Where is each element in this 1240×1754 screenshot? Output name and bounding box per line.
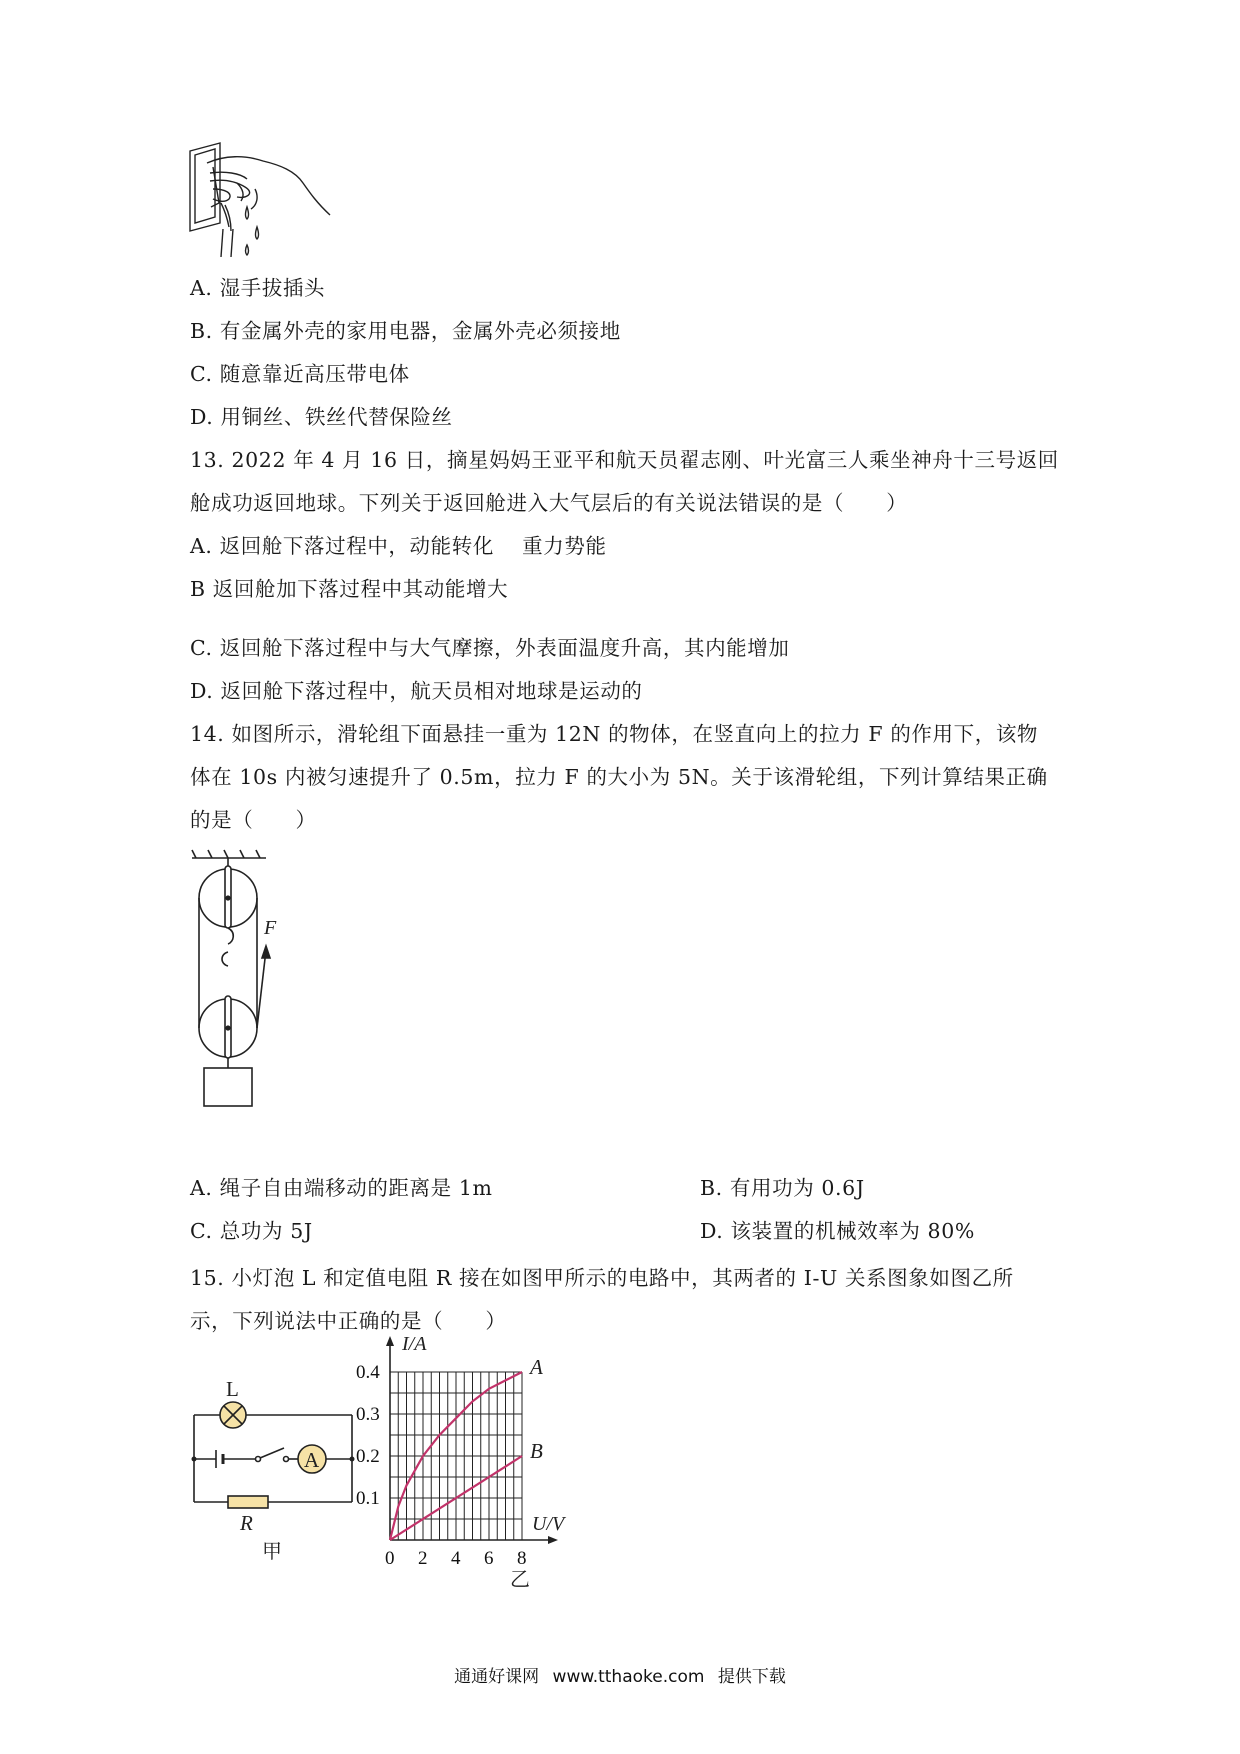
q13-option-d: D. 返回舱下落过程中，航天员相对地球是运动的 — [190, 679, 643, 703]
x-tick-label: 0 — [385, 1548, 395, 1569]
x-tick-label: 8 — [517, 1548, 527, 1569]
lamp-label: L — [226, 1377, 239, 1401]
footer-url[interactable]: www.tthaoke.com — [552, 1667, 705, 1687]
y-tick-label: 0.4 — [356, 1362, 380, 1383]
q12-option-a: A. 湿手拔插头 — [190, 276, 326, 300]
graph-caption: 乙 — [510, 1567, 530, 1591]
q14-option-c: C. 总功为 5J — [190, 1219, 313, 1243]
q12-option-b: B. 有金属外壳的家用电器，金属外壳必须接地 — [190, 319, 621, 343]
q12-option-c: C. 随意靠近高压带电体 — [190, 362, 410, 386]
y-tick-label: 0.1 — [356, 1488, 380, 1509]
footer — [0, 1662, 1240, 1687]
q13-option-c: C. 返回舱下落过程中与大气摩擦，外表面温度升高，其内能增加 — [190, 636, 790, 660]
series-label-b: B — [530, 1439, 543, 1463]
x-tick-label: 4 — [451, 1548, 461, 1569]
footer-suffix: 提供下载 — [717, 1667, 786, 1687]
q13-stem-line-2: 舱成功返回地球。下列关于返回舱进入大气层后的有关说法错误的是（ ） — [190, 491, 908, 515]
q14-option-a: A. 绳子自由端移动的距离是 1m — [190, 1176, 493, 1200]
y-tick-label: 0.3 — [356, 1404, 380, 1425]
q14-option-d: D. 该装置的机械效率为 80% — [700, 1219, 975, 1243]
x-axis-label: U/V — [532, 1513, 565, 1535]
x-axis-arrow — [548, 1536, 558, 1544]
q15-stem-line-1: 15. 小灯泡 L 和定值电阻 R 接在如图甲所示的电路中，其两者的 I-U 关系图象如图乙所 — [190, 1266, 1014, 1290]
footer-site-name: 通通好课网 — [454, 1667, 540, 1687]
q14-stem-line-2: 体在 10s 内被匀速提升了 0.5m，拉力 F 的大小为 5N。关于该滑轮组，下列计算结果正确 — [190, 765, 1048, 789]
circuit-diagram — [186, 1377, 366, 1563]
ammeter-label: A — [304, 1448, 320, 1472]
y-axis-arrow — [386, 1336, 394, 1346]
y-axis-label: I/A — [402, 1333, 427, 1355]
x-tick-label: 6 — [484, 1548, 494, 1569]
q12-option-d: D. 用铜丝、铁丝代替保险丝 — [190, 405, 453, 429]
q14-stem-line-3: 的是（ ） — [190, 808, 317, 832]
q13-option-a: A. 返回舱下落过程中，动能转化 重力势能 — [190, 534, 607, 558]
q14-stem-line-1: 14. 如图所示，滑轮组下面悬挂一重为 12N 的物体，在竖直向上的拉力 F 的作用下，该物 — [190, 722, 1039, 746]
series-label-a: A — [530, 1355, 543, 1379]
wet-hand-plug-illustration — [185, 143, 335, 258]
q14-option-b: B. 有用功为 0.6J — [700, 1176, 865, 1200]
q13-stem-line-1: 13. 2022 年 4 月 16 日，摘星妈妈王亚平和航天员翟志刚、叶光富三人乘坐神舟十三号返回 — [190, 448, 1059, 472]
resistor-label: R — [240, 1511, 253, 1535]
iu-graph — [356, 1333, 630, 1591]
circuit-caption: 甲 — [262, 1539, 282, 1563]
force-label-f: F — [264, 917, 277, 939]
x-tick-label: 2 — [418, 1548, 428, 1569]
q15-stem-line-2: 示，下列说法中正确的是（ ） — [190, 1309, 507, 1333]
q13-option-b: B 返回舱加下落过程中其动能增大 — [190, 577, 509, 601]
y-tick-label: 0.2 — [356, 1446, 380, 1467]
pulley-system-figure — [190, 850, 290, 1120]
